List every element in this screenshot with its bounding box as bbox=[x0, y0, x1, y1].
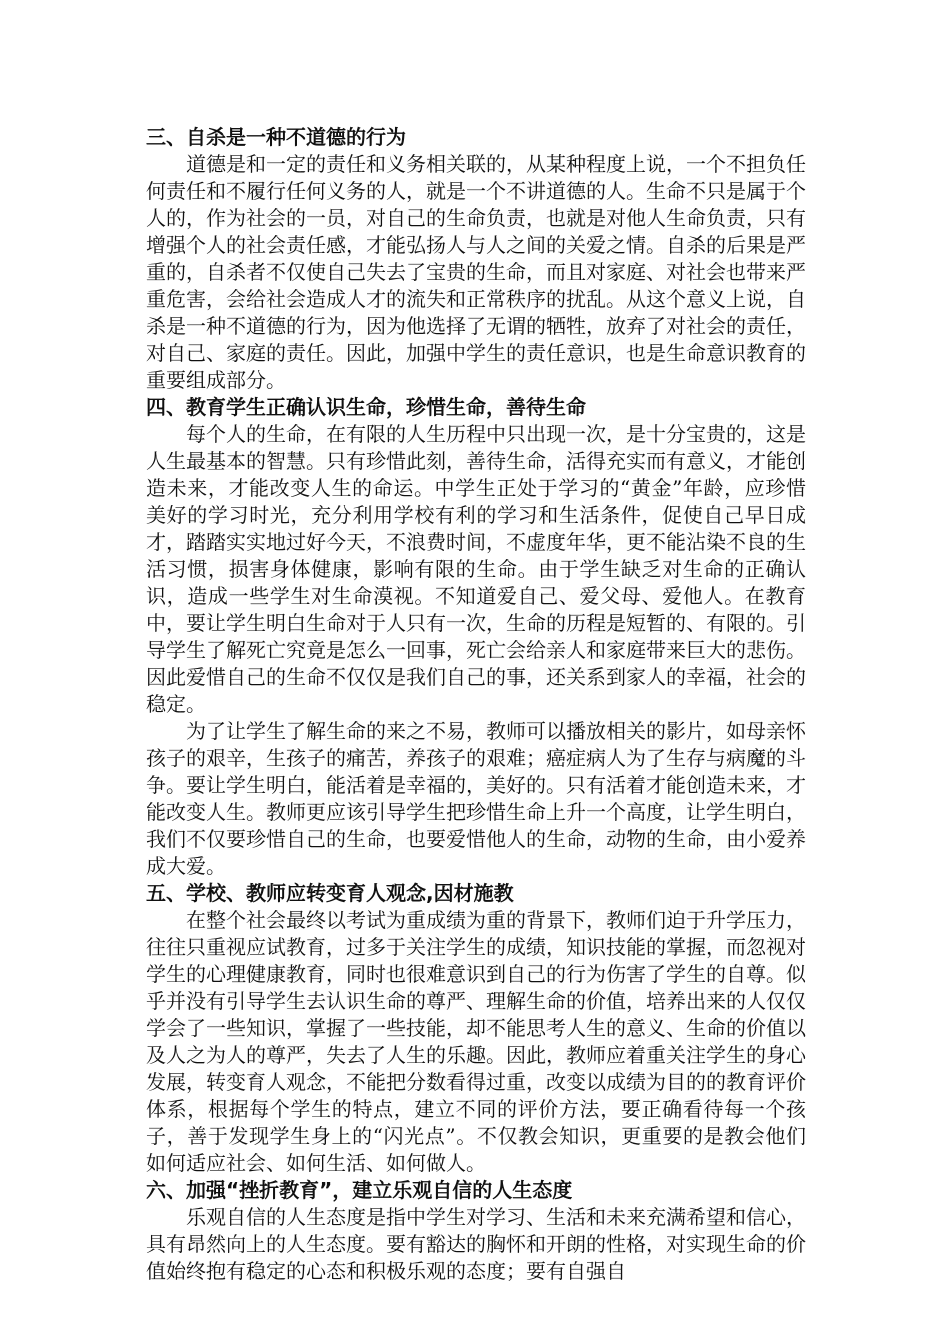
paragraph: 在整个社会最终以考试为重成绩为重的背景下，教师们迫于升学压力，往往只重视应试教育，过多于关注学生的成绩，知识技能的掌握，而忽视对学生的心理健康教育，同时也很难意识到自己的行为伤害了学生的自尊。似乎并没有引导学生去认识生命的尊严、理解生命的价值，培养出来的人仅仅学会了一些知识，掌握了一些技能，却不能思考人生的意义、生命的价值以及人之为人的尊严，失去了人生的乐趣。因此，教师应着重关注学生的身心发展，转变育人观念，不能把分数看得过重，改变以成绩为目的的教育评价体系，根据每个学生的特点，建立不同的评价方法，要正确看待每一个孩子，善于发现学生身上的“闪光点”。不仅教会知识，更重要的是教会他们如何适应社会、如何生活、如何做人。 bbox=[146, 908, 806, 1175]
paragraph: 道德是和一定的责任和义务相关联的，从某种程度上说，一个不担负任何责任和不履行任何义务的人，就是一个不讲道德的人。生命不只是属于个人的，作为社会的一员，对自己的生命负责，也就是对他人生命负责，只有增强个人的社会责任感，才能弘扬人与人之间的关爱之情。自杀的后果是严重的，自杀者不仅使自己失去了宝贵的生命，而且对家庭、对社会也带来严重危害，会给社会造成人才的流失和正常秩序的扰乱。从这个意义上说，自杀是一种不道德的行为，因为他选择了无谓的牺牲，放弃了对社会的责任，对自己、家庭的责任。因此，加强中学生的责任意识，也是生命意识教育的重要组成部分。 bbox=[146, 152, 806, 392]
section-4 bbox=[146, 394, 806, 880]
section-heading: 三、自杀是一种不道德的行为 bbox=[146, 125, 406, 149]
section-heading: 四、教育学生正确认识生命，珍惜生命，善待生命 bbox=[146, 395, 586, 419]
section-heading: 六、加强“挫折教育”，建立乐观自信的人生态度 bbox=[146, 1178, 573, 1202]
paragraph: 每个人的生命，在有限的人生历程中只出现一次，是十分宝贵的，这是人生最基本的智慧。只有珍惜此刻，善待生命，活得充实而有意义，才能创造未来，才能改变人生的命运。中学生正处于学习的“黄金”年龄，应珍惜美好的学习时光，充分利用学校有利的学习和生活条件，促使自己早日成才，踏踏实实地过好今天，不浪费时间，不虚度年华，更不能沾染不良的生活习惯，损害身体健康，影响有限的生命。由于学生缺乏对生命的正确认识，造成一些学生对生命漠视。不知道爱自己、爱父母、爱他人。在教育中，要让学生明白生命对于人只有一次，生命的历程是短暂的、有限的。引导学生了解死亡究竟是怎么一回事，死亡会给亲人和家庭带来巨大的悲伤。因此爱惜自己的生命不仅仅是我们自己的事，还关系到家人的幸福，社会的稳定。 bbox=[146, 422, 806, 716]
section-heading: 五、学校、教师应转变育人观念,因材施教 bbox=[146, 881, 514, 905]
paragraph: 为了让学生了解生命的来之不易，教师可以播放相关的影片，如母亲怀孩子的艰辛，生孩子的痛苦，养孩子的艰难；癌症病人为了生存与病魔的斗争。要让学生明白，能活着是幸福的，美好的。只有活着才能创造未来，才能改变人生。教师更应该引导学生把珍惜生命上升一个高度，让学生明白，我们不仅要珍惜自己的生命，也要爱惜他人的生命，动物的生命，由小爱养成大爱。 bbox=[146, 719, 806, 878]
section-6 bbox=[146, 1177, 806, 1285]
section-5 bbox=[146, 880, 806, 1177]
document-page bbox=[146, 124, 806, 1285]
section-3 bbox=[146, 124, 806, 394]
paragraph: 乐观自信的人生态度是指中学生对学习、生活和未来充满希望和信心，具有昂然向上的人生态度。要有豁达的胸怀和开朗的性格，对实现生命的价值始终抱有稳定的心态和积极乐观的态度；要有自强自 bbox=[146, 1205, 806, 1283]
